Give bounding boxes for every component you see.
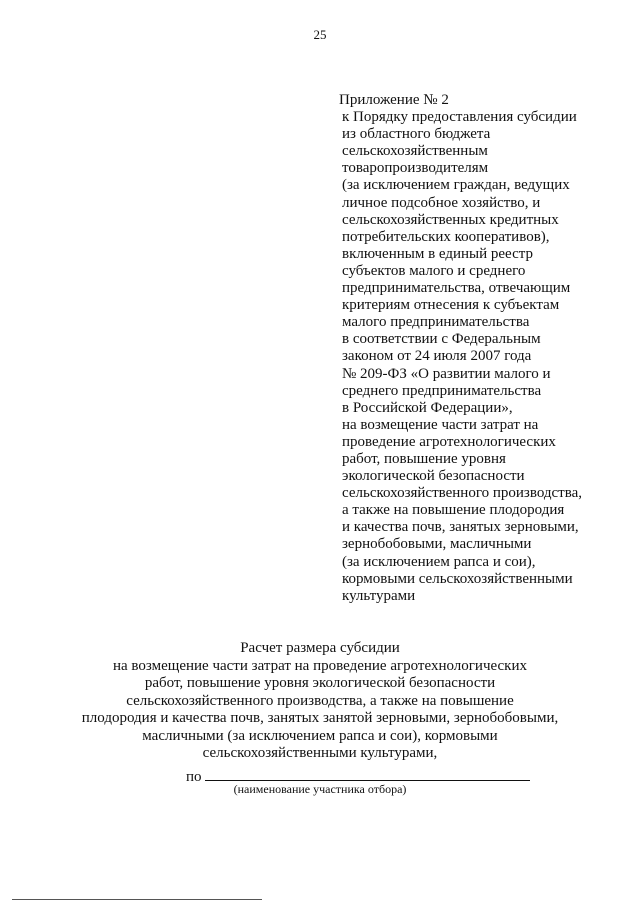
appendix-line: экологической безопасности [342,468,525,485]
appendix-line: субъектов малого и среднего [342,262,526,279]
appendix-line: культурами [342,587,416,604]
appendix-line: к Порядку предоставления субсидии [342,109,577,126]
appendix-line: в Российской Федерации», [342,399,513,416]
appendix-line: (за исключением рапса и сои), [342,553,536,570]
appendix-line: проведение агротехнологических [342,433,556,450]
recipient-caption: (наименование участника отбора) [233,782,407,796]
appendix-line: среднего предпринимательства [342,382,542,399]
page-number: 25 [313,27,327,42]
calculation-title-line: масличными (за исключением рапса и сои), кормовыми [142,727,498,744]
appendix-line: законом от 24 июля 2007 года [342,348,532,365]
appendix-line: потребительских кооперативов), [342,228,550,245]
appendix-line: сельскохозяйственных кредитных [342,211,559,228]
calculation-title [0,640,640,763]
calculation-title-line: сельскохозяйственными культурами, [202,745,438,761]
appendix-line: зернобобовыми, масличными [342,536,532,553]
appendix-header [339,92,639,605]
recipient-prefix: по [186,769,202,785]
calculation-title-line: сельскохозяйственного производства, а также на повышение [126,692,514,709]
appendix-line: (за исключением граждан, ведущих [342,177,570,194]
calculation-title-line: на возмещение части затрат на проведение агротехнологических [113,657,527,674]
appendix-line: а также на повышение плодородия [342,502,565,519]
calculation-title-line: плодородия и качества почв, занятых занятой зерновыми, зернобобовыми, [81,710,559,726]
appendix-line: критериям отнесения к субъектам [342,297,560,314]
appendix-line: из областного бюджета [342,126,491,143]
appendix-line: работ, повышение уровня [342,450,506,467]
appendix-line: и качества почв, занятых зерновыми, [342,519,579,536]
appendix-title: Приложение № 2 [339,92,449,108]
appendix-line: включенным в единый реестр [342,245,533,262]
appendix-line: товаропроизводителям [342,160,489,177]
appendix-line: сельскохозяйственного производства, [342,485,583,502]
calculation-title-line: работ, повышение уровня экологической безопасности [144,675,496,691]
appendix-line: на возмещение части затрат на [342,416,539,433]
appendix-line: малого предпринимательства [342,314,530,331]
appendix-line: кормовыми сельскохозяйственными [342,570,573,587]
appendix-line: № 209-ФЗ «О развитии малого и [342,365,551,382]
appendix-line: сельскохозяйственным [342,143,488,160]
appendix-line: предпринимательства, отвечающим [342,280,571,297]
calculation-title-line: Расчет размера субсидии [240,640,400,656]
appendix-line: личное подсобное хозяйство, и [342,194,541,211]
footnote-divider [12,899,262,900]
recipient-blank-field [205,766,530,781]
appendix-line: в соответствии с Федеральным [342,331,541,348]
